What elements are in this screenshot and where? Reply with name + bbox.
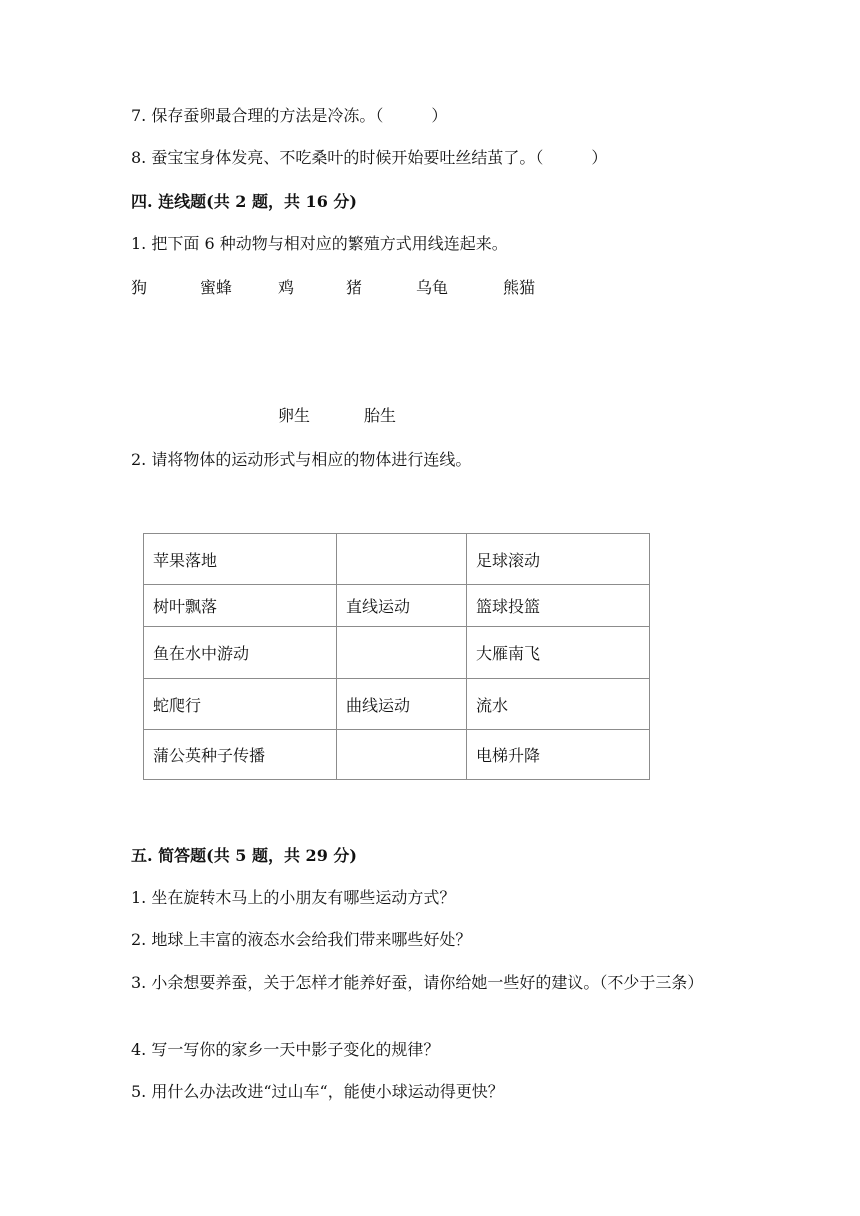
table-cell: 足球滚动 bbox=[467, 534, 650, 585]
animal-item: 狗 bbox=[131, 278, 148, 297]
section-5-question-1: 1. 坐在旋转木马上的小朋友有哪些运动方式？ bbox=[131, 888, 456, 907]
section-5-question-4: 4. 写一写你的家乡一天中影子变化的规律？ bbox=[131, 1040, 440, 1059]
section-4-heading: 四. 连线题(共 2 题，共 16 分) bbox=[131, 192, 357, 211]
motion-matching-table bbox=[143, 533, 650, 780]
table-row bbox=[144, 730, 650, 780]
section-4-question-1: 1. 把下面 6 种动物与相对应的繁殖方式用线连起来。 bbox=[131, 234, 508, 253]
animal-item: 乌龟 bbox=[416, 278, 449, 297]
reproduction-mode-item: 胎生 bbox=[364, 406, 397, 425]
table-cell: 曲线运动 bbox=[337, 679, 467, 730]
section-5-question-5: 5. 用什么办法改进“过山车“，能使小球运动得更快？ bbox=[131, 1082, 504, 1101]
table-row bbox=[144, 534, 650, 585]
table-cell bbox=[337, 534, 467, 585]
section-5-question-3: 3. 小余想要养蚕，关于怎样才能养好蚕，请你给她一些好的建议。（不少于三条） bbox=[131, 973, 704, 992]
question-8: 8. 蚕宝宝身体发亮、不吃桑叶的时候开始要吐丝结茧了。（ ） bbox=[131, 148, 608, 167]
reproduction-mode-item: 卵生 bbox=[278, 406, 311, 425]
table-cell: 鱼在水中游动 bbox=[144, 627, 337, 679]
table-cell: 蛇爬行 bbox=[144, 679, 337, 730]
section-5-heading: 五. 简答题(共 5 题，共 29 分) bbox=[131, 846, 357, 865]
table-cell bbox=[337, 730, 467, 780]
question-7: 7. 保存蚕卵最合理的方法是冷冻。（ ） bbox=[131, 106, 448, 125]
table-cell: 电梯升降 bbox=[467, 730, 650, 780]
table-row bbox=[144, 585, 650, 627]
table-cell: 大雁南飞 bbox=[467, 627, 650, 679]
animal-item: 熊猫 bbox=[503, 278, 536, 297]
table-cell: 流水 bbox=[467, 679, 650, 730]
table-cell: 直线运动 bbox=[337, 585, 467, 627]
section-5-question-2: 2. 地球上丰富的液态水会给我们带来哪些好处？ bbox=[131, 930, 472, 949]
table-cell: 苹果落地 bbox=[144, 534, 337, 585]
table-cell: 蒲公英种子传播 bbox=[144, 730, 337, 780]
table-cell: 树叶飘落 bbox=[144, 585, 337, 627]
table-row bbox=[144, 627, 650, 679]
animal-item: 猪 bbox=[346, 278, 363, 297]
animal-item: 蜜蜂 bbox=[200, 278, 233, 297]
section-4-question-2: 2. 请将物体的运动形式与相应的物体进行连线。 bbox=[131, 450, 472, 469]
table-cell bbox=[337, 627, 467, 679]
table-cell: 篮球投篮 bbox=[467, 585, 650, 627]
animal-item: 鸡 bbox=[278, 278, 295, 297]
table-row bbox=[144, 679, 650, 730]
